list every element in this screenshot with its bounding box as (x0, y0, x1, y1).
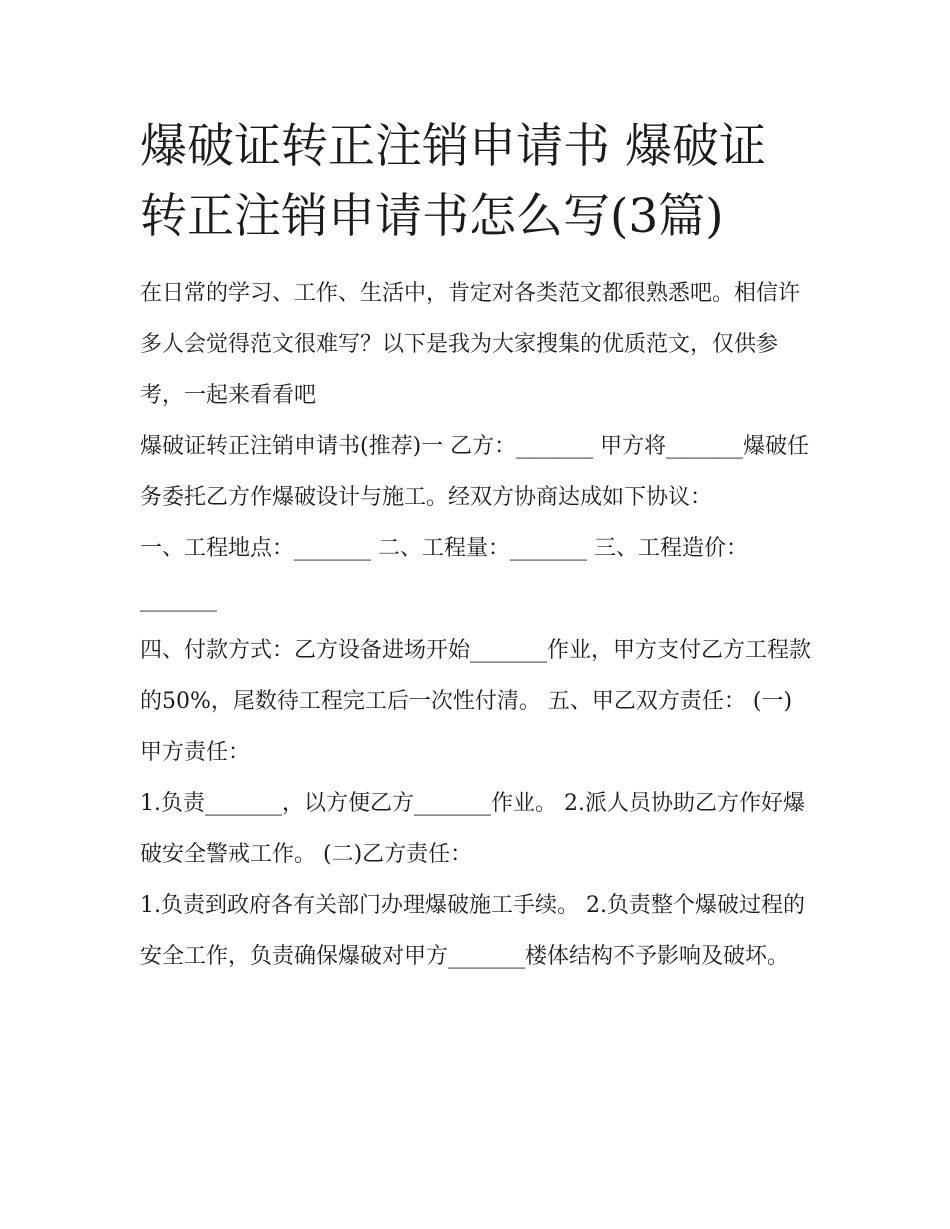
payment-paragraph: 四、付款方式：乙方设备进场开始_______作业，甲方支付乙方工程款的50%，尾数待工程完工后一次性付清。 五、甲乙双方责任： (一)甲方责任： (140, 638, 812, 765)
document-page (140, 112, 812, 982)
intro-paragraph: 在日常的学习、工作、生活中，肯定对各类范文都很熟悉吧。相信许多人会觉得范文很难写？以下是我为大家搜集的优质范文，仅供参考，一起来看看吧 (140, 281, 801, 408)
project-info-paragraph: 一、工程地点：_______ 二、工程量：_______ 三、工程造价：_______ (140, 536, 748, 612)
party-b-duty-paragraph: 1.负责到政府各有关部门办理爆破施工手续。 2.负责整个爆破过程的安全工作，负责确保爆破对甲方_______楼体结构不予影响及破坏。 (140, 893, 805, 969)
document-title: 爆破证转正注销申请书 爆破证转正注销申请书怎么写(3篇) (140, 119, 766, 244)
agreement-paragraph: 爆破证转正注销申请书(推荐)一 乙方：_______ 甲方将_______爆破任务委托乙方作爆破设计与施工。经双方协商达成如下协议： (140, 434, 810, 510)
party-a-duty-paragraph: 1.负责_______，以方便乙方_______作业。 2.派人员协助乙方作好爆破安全警戒工作。 (二)乙方责任： (140, 791, 805, 867)
